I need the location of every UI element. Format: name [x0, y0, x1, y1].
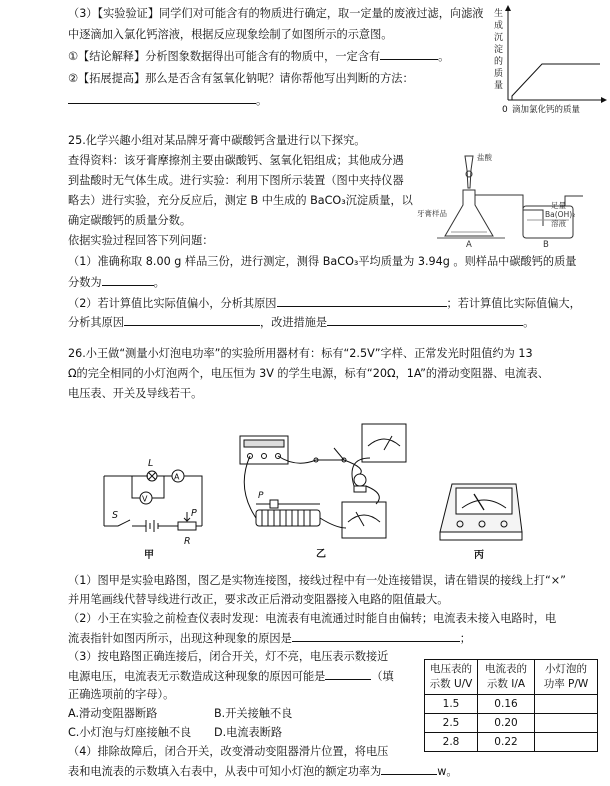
- label-acid: 盐酸: [477, 153, 492, 162]
- cell-power[interactable]: [535, 695, 598, 714]
- q24-extension-answer: [68, 92, 267, 109]
- q26-s4-line2: [68, 763, 458, 780]
- graph-curve: [512, 64, 600, 100]
- label-P2: P: [258, 491, 264, 501]
- q24-conclusion-end: 。: [438, 50, 450, 63]
- q26-s2-blank[interactable]: [292, 630, 460, 642]
- circuit-diagram-jia: [92, 448, 222, 560]
- q26-s3-line2: [68, 668, 394, 685]
- cell-voltage: 1.5: [425, 695, 478, 714]
- q26-s1-line2: 并用笔画线代替导线进行改正，要求改正后滑动变阻器接入电路的阻值最大。: [68, 593, 449, 606]
- graph-xlabel: 滴加氯化钙的质量: [512, 105, 581, 114]
- option-b[interactable]: B.开关接触不良: [214, 707, 293, 720]
- q26-s3-blank[interactable]: [325, 668, 371, 680]
- apparatus-figure: [415, 150, 595, 250]
- wiring-diagram-yi: [226, 418, 422, 560]
- table-header-row: [425, 660, 598, 695]
- q26-s3-end: （填: [371, 670, 394, 683]
- table-header-voltage: 电压表的 示数 U/V: [425, 660, 478, 695]
- q26-s3-text: 电源电压，电流表无示数造成这种现象的原因可能是: [68, 670, 326, 683]
- q25-line3: 略去）进行实验，充分反应后，测定 B 中生成的 BaCO₃沉淀质量，以: [68, 194, 413, 207]
- q26-s3-line1: （3）按电路图正确连接后，闭合开关，灯不亮，电压表示数接近: [68, 650, 389, 663]
- cell-current: 0.16: [478, 695, 535, 714]
- lamp: [354, 474, 366, 486]
- q25-q2-end: 。: [523, 316, 535, 329]
- cell-current: 0.20: [478, 714, 535, 733]
- q25-q2-blank1[interactable]: [277, 295, 447, 307]
- label-bottle-b: B: [543, 240, 549, 250]
- q25-line5: 依据实验过程回答下列问题：: [68, 234, 214, 247]
- q25-q2-blank3[interactable]: [327, 314, 523, 326]
- option-a[interactable]: A.滑动变阻器断路: [68, 707, 158, 720]
- q24-conclusion-text: ①【结论解释】分析图象数据得出可能含有的物质中，一定含有: [68, 50, 381, 63]
- ammeter-figure-bing: [434, 462, 526, 560]
- outlet-tube: [565, 196, 583, 206]
- q26-s4-line1: （4）排除故障后，闭合开关，改变滑动变阻器滑片位置，将电压: [68, 745, 389, 758]
- q25-line1: 查得资料：该牙膏摩擦剂主要由碳酸钙、氢氧化铝组成；其他成分遇: [68, 154, 404, 167]
- option-c[interactable]: C.小灯泡与灯座接触不良: [68, 726, 192, 739]
- caption-yi: 乙: [316, 549, 326, 560]
- wire-1: [244, 456, 256, 518]
- label-flask-a: A: [466, 240, 472, 250]
- q24-extension: ②【拓展提高】那么是否含有氢氧化钠呢？请你帮他写出判断的方法：: [68, 72, 414, 85]
- graph-origin: 0: [502, 105, 508, 114]
- label-P: P: [191, 508, 197, 519]
- q26-s4-blank[interactable]: [381, 763, 437, 775]
- cell-voltage: 2.8: [425, 733, 478, 752]
- label-solution-1: Ba(OH)₂: [545, 210, 576, 219]
- q25-q1-end: 。: [153, 276, 165, 289]
- q25-q2-blank2[interactable]: [124, 314, 260, 326]
- precipitate-graph: [482, 4, 608, 114]
- q25-q2-line1: [68, 295, 581, 312]
- q24-conclusion-blank[interactable]: [380, 48, 438, 60]
- voltmeter: [362, 424, 406, 462]
- q24-extension-end: 。: [256, 94, 268, 107]
- cell-current: 0.22: [478, 733, 535, 752]
- switch: [316, 448, 344, 460]
- q24-p3-line2: 中逐滴加入氯化钙溶液，根据反应现象绘制了如图所示的示意图。: [68, 28, 393, 41]
- caption-jia: 甲: [144, 550, 154, 560]
- caption-bing: 丙: [474, 550, 484, 560]
- q26-s2-end: ；: [459, 632, 471, 645]
- q25-line4: 确定碳酸钙的质量分数。: [68, 214, 192, 227]
- label-R: R: [184, 536, 191, 547]
- table-header-current: 电流表的 示数 I/A: [478, 660, 535, 695]
- graph-ylabel-4: 的: [494, 57, 504, 67]
- table-row: [425, 733, 598, 752]
- q25-q2-text1: （2）若计算值比实际值偏小，分析其原因: [68, 297, 277, 310]
- q25-q1-text: 分数为: [68, 276, 102, 289]
- cell-voltage: 2.5: [425, 714, 478, 733]
- q25-q1-line2: [68, 274, 165, 291]
- graph-ylabel-3: 淀: [494, 45, 504, 55]
- table-header-power: 小灯泡的 功率 P/W: [535, 660, 598, 695]
- q25-q1-line1: （1）准确称取 8.00 g 样品三份，进行测定，测得 BaCO₃平均质量为 3.94g 。则样品中碳酸钙的质量: [68, 255, 577, 268]
- q26-s2-line2: [68, 630, 471, 647]
- q25-title: 25.化学兴趣小组对某品牌牙膏中碳酸钙含量进行以下探究。: [68, 134, 366, 147]
- label-solution-0: 足量: [551, 201, 566, 210]
- q25-q2-line2: [68, 314, 534, 331]
- graph-ylabel-0: 生: [494, 9, 504, 19]
- q25-q2-text4: ，改进措施是: [259, 316, 328, 329]
- graph-ylabel-2: 沉: [494, 33, 504, 43]
- option-d[interactable]: D.电流表断路: [214, 726, 283, 739]
- wire-2: [278, 456, 316, 463]
- q24-conclusion: [68, 48, 449, 65]
- cell-power[interactable]: [535, 733, 598, 752]
- label-L: L: [148, 458, 154, 469]
- label-A: A: [174, 472, 180, 482]
- connecting-tube: [475, 195, 543, 226]
- q25-q1-blank[interactable]: [102, 274, 154, 286]
- graph-ylabel-6: 量: [494, 81, 504, 91]
- q25-q2-text3: 分析其原因: [68, 316, 124, 329]
- q26-line3: 电压表、开关及导线若干。: [68, 387, 203, 400]
- q26-s4-end: w。: [437, 765, 458, 778]
- q24-p3-line1: （3）【实验验证】同学们对可能含有的物质进行确定，取一定量的废液过滤，向滤液: [68, 7, 484, 20]
- ammeter: [342, 502, 386, 538]
- q26-s2-text: 流表指针如图丙所示，出现这种现象的原因是: [68, 632, 292, 645]
- wire-4: [366, 486, 379, 504]
- q26-s3-line3: 正确选项前的字母）。: [68, 688, 175, 701]
- graph-ylabel-1: 成: [494, 21, 504, 31]
- q25-q2-text2: ；若计算值比实际值偏大，: [446, 297, 581, 310]
- flask-a: [445, 190, 493, 236]
- q26-line2: Ω的完全相同的小灯泡两个，电压恒为 3V 的学生电源，标有“20Ω，1A”的滑动变阻器、电流表、: [68, 367, 549, 380]
- table-row: [425, 714, 598, 733]
- q26-s1-line1: （1）图甲是实验电路图，图乙是实物连接图，接线过程中有一处连接错误，请在错误的接线上打“×”: [68, 574, 566, 587]
- rheostat-symbol: [178, 522, 196, 530]
- q26-s4-text: 表和电流表的示数填入右表中，从表中可知小灯泡的额定功率为: [68, 765, 382, 778]
- label-S: S: [112, 510, 119, 521]
- q26-line1: 26.小王做“测量小灯泡电功率”的实验所用器材有：标有“2.5V”字样、正常发光时阻值约为 13: [68, 347, 533, 360]
- label-solution-2: 溶液: [551, 219, 566, 228]
- table-row: [425, 695, 598, 714]
- measurement-table: [424, 659, 598, 752]
- q25-line2: 到盐酸时无气体生成。进行实验：利用下图所示装置（图中夹持仪器: [68, 174, 404, 187]
- label-V: V: [142, 494, 148, 504]
- label-sample: 牙膏样品: [417, 209, 447, 218]
- cell-power[interactable]: [535, 714, 598, 733]
- graph-ylabel-5: 质: [494, 69, 504, 79]
- q24-extension-blank[interactable]: [68, 92, 256, 104]
- rheostat-slider[interactable]: [270, 500, 278, 508]
- q26-s2-line1: （2）小王在实验之前检查仪表时发现：电流表有电流通过时能自由偏转；电流表未接入电路时，电: [68, 612, 557, 625]
